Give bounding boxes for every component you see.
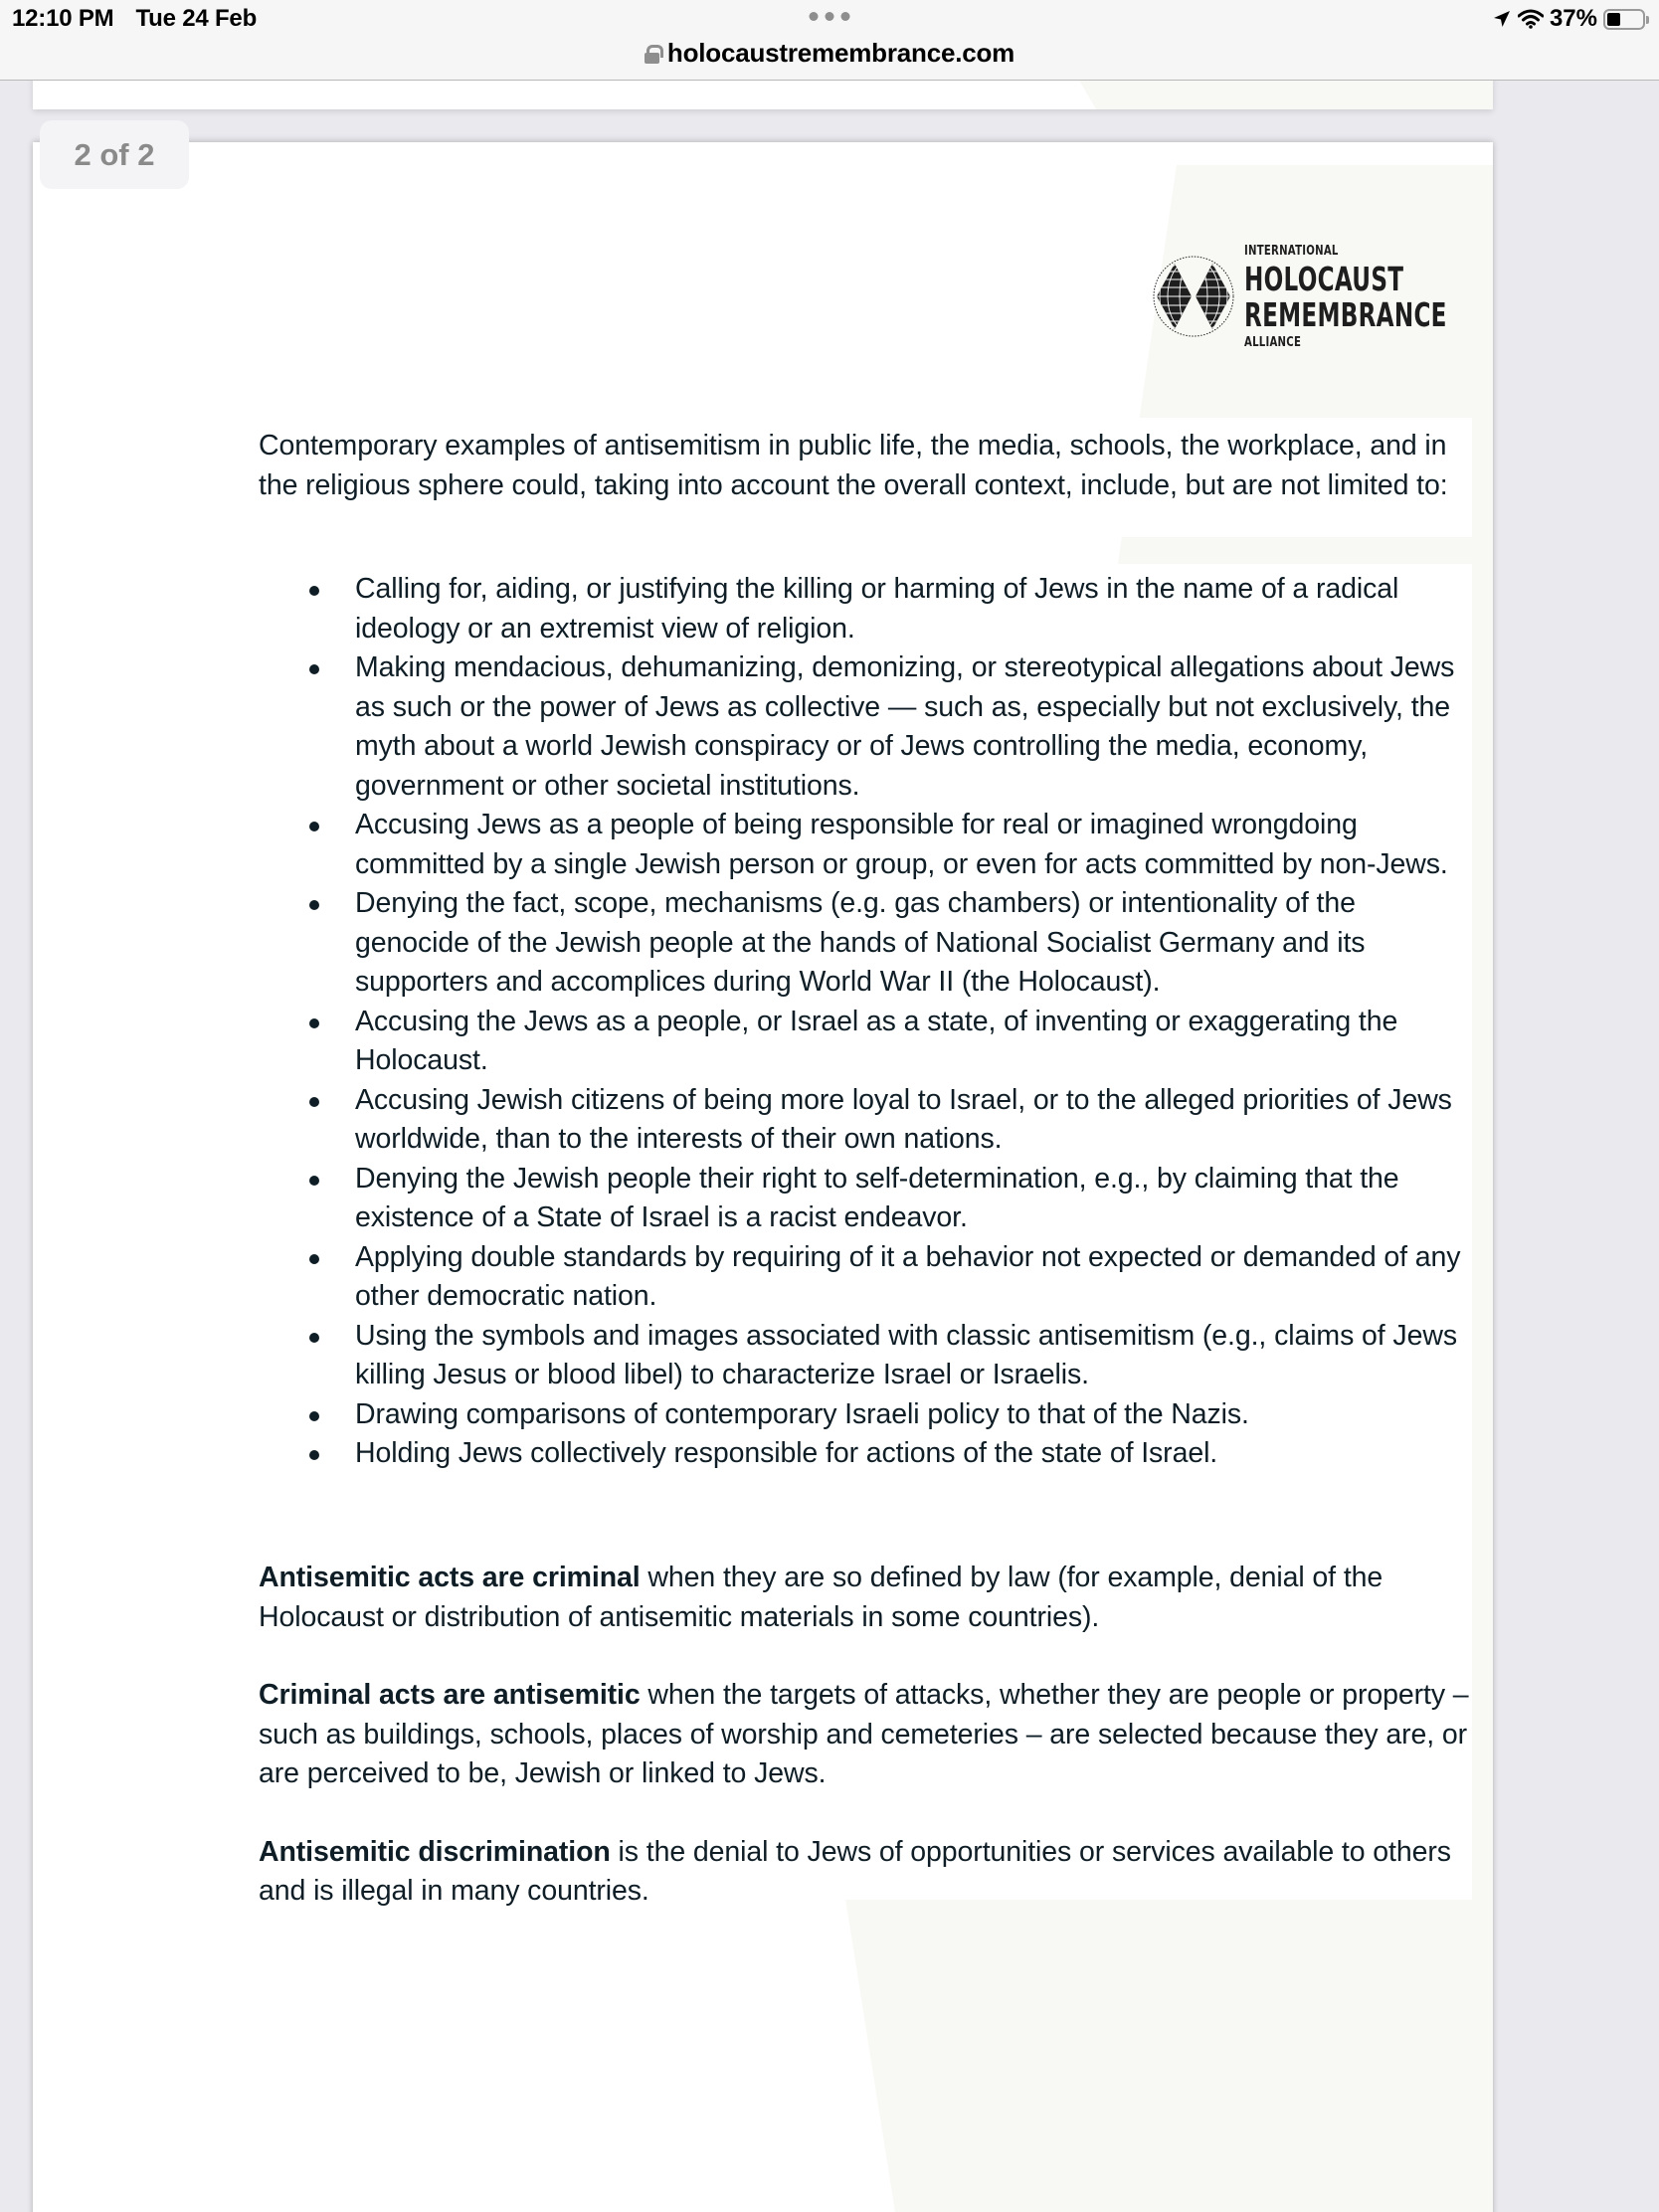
logo-line-remembrance: REMEMBRANCE xyxy=(1244,294,1447,334)
examples-panel xyxy=(217,564,1472,1671)
ellipsis-icon[interactable] xyxy=(810,12,850,21)
list-item: Holding Jews collectively responsible for actions of the state of Israel. xyxy=(217,1434,1472,1474)
page-indicator-text: 2 of 2 xyxy=(74,136,155,172)
bullet-icon xyxy=(309,1018,319,1028)
definition-term: Criminal acts are antisemitic xyxy=(259,1679,641,1711)
logo-wordmark xyxy=(1244,245,1493,349)
intro-paragraph: Contemporary examples of antisemitism in public life, the media, schools, the workplace, and in the religious sphere could, taking into account the overall context, include, but are not limited to: xyxy=(259,430,1448,501)
list-item: Accusing Jewish citizens of being more loyal to Israel, or to the alleged priorities of Jews worldwide, than to the interests of their own nations. xyxy=(217,1081,1472,1160)
ihra-logo xyxy=(1151,237,1493,356)
list-item: Denying the fact, scope, mechanisms (e.g. gas chambers) or intentionality of the genocide of the Jewish people at the hands of National Socialist Germany and its supporters and accomplices during World War II (the Holocaust). xyxy=(217,884,1472,1003)
definition-antisemitic-crimes: Criminal acts are antisemitic when the targets of attacks, whether they are people or property – such as buildings, schools, places of worship and cemeteries – are selected because they are, or are perceived to be, Jewish or linked to Jews. xyxy=(259,1679,1469,1789)
list-item: Accusing the Jews as a people, or Israel as a state, of inventing or exaggerating the Holocaust. xyxy=(217,1003,1472,1081)
bullet-icon xyxy=(309,900,319,910)
lock-icon xyxy=(645,45,659,64)
status-bar-right xyxy=(1492,5,1645,33)
definition-criminal-acts: Antisemitic acts are criminal when they are so defined by law (for example, denial of the Holocaust or distribution of antisemitic materials in some countries). xyxy=(259,1562,1383,1633)
logo-line-international: INTERNATIONAL xyxy=(1244,243,1339,259)
list-item: Applying double standards by requiring of it a behavior not expected or demanded of any other democratic nation. xyxy=(217,1238,1472,1317)
bullet-icon xyxy=(309,1450,319,1460)
globe-emblem-icon xyxy=(1151,254,1236,339)
document-page xyxy=(33,142,1493,2212)
wifi-icon xyxy=(1518,9,1544,29)
logo-line-alliance: ALLIANCE xyxy=(1244,334,1302,350)
bullet-icon xyxy=(309,1176,319,1186)
battery-percent: 37% xyxy=(1549,5,1597,32)
location-arrow-icon xyxy=(1492,9,1512,29)
battery-icon xyxy=(1603,9,1645,30)
bullet-icon xyxy=(309,586,319,596)
list-item: Calling for, aiding, or justifying the killing or harming of Jews in the name of a radical ideology or an extremist view of religion. xyxy=(217,570,1472,648)
status-time: 12:10 PM xyxy=(12,5,114,32)
definition-discrimination: Antisemitic discrimination is the denial to Jews of opportunities or services available to others and is illegal in many countries. xyxy=(259,1835,1451,1907)
bullet-icon xyxy=(309,822,319,831)
page-indicator-badge xyxy=(40,120,189,189)
list-item: Making mendacious, dehumanizing, demonizing, or stereotypical allegations about Jews as such or the power of Jews as collective — such as, especially but not exclusively, the myth about a world Jewish conspiracy or of Jews controlling the media, economy, government or other societal institutions. xyxy=(217,648,1472,806)
examples-list xyxy=(217,564,1472,1474)
intro-panel xyxy=(217,418,1472,537)
status-bar-left xyxy=(12,5,257,33)
url-bar[interactable] xyxy=(0,38,1659,69)
list-item: Drawing comparisons of contemporary Israeli policy to that of the Nazis. xyxy=(217,1395,1472,1435)
definitions-panel xyxy=(217,1559,1472,1907)
bullet-icon xyxy=(309,664,319,674)
bullet-icon xyxy=(309,1333,319,1343)
status-date: Tue 24 Feb xyxy=(135,5,258,32)
definition-term: Antisemitic acts are criminal xyxy=(259,1562,641,1593)
bullet-icon xyxy=(309,1097,319,1107)
browser-top-bar xyxy=(0,0,1659,81)
list-item: Denying the Jewish people their right to self-determination, e.g., by claiming that the existence of a State of Israel is a racist endeavor. xyxy=(217,1160,1472,1238)
bullet-icon xyxy=(309,1254,319,1264)
logo-line-holocaust: HOLOCAUST xyxy=(1244,259,1404,298)
url-text[interactable]: holocaustremembrance.com xyxy=(666,38,1015,68)
list-item: Using the symbols and images associated with classic antisemitism (e.g., claims of Jews killing Jesus or blood libel) to characterize Israel or Israelis. xyxy=(217,1317,1472,1395)
list-item: Accusing Jews as a people of being responsible for real or imagined wrongdoing committed by a single Jewish person or group, or even for acts committed by non-Jews. xyxy=(217,806,1472,884)
bullet-icon xyxy=(309,1411,319,1421)
definition-term: Antisemitic discrimination xyxy=(259,1835,611,1868)
